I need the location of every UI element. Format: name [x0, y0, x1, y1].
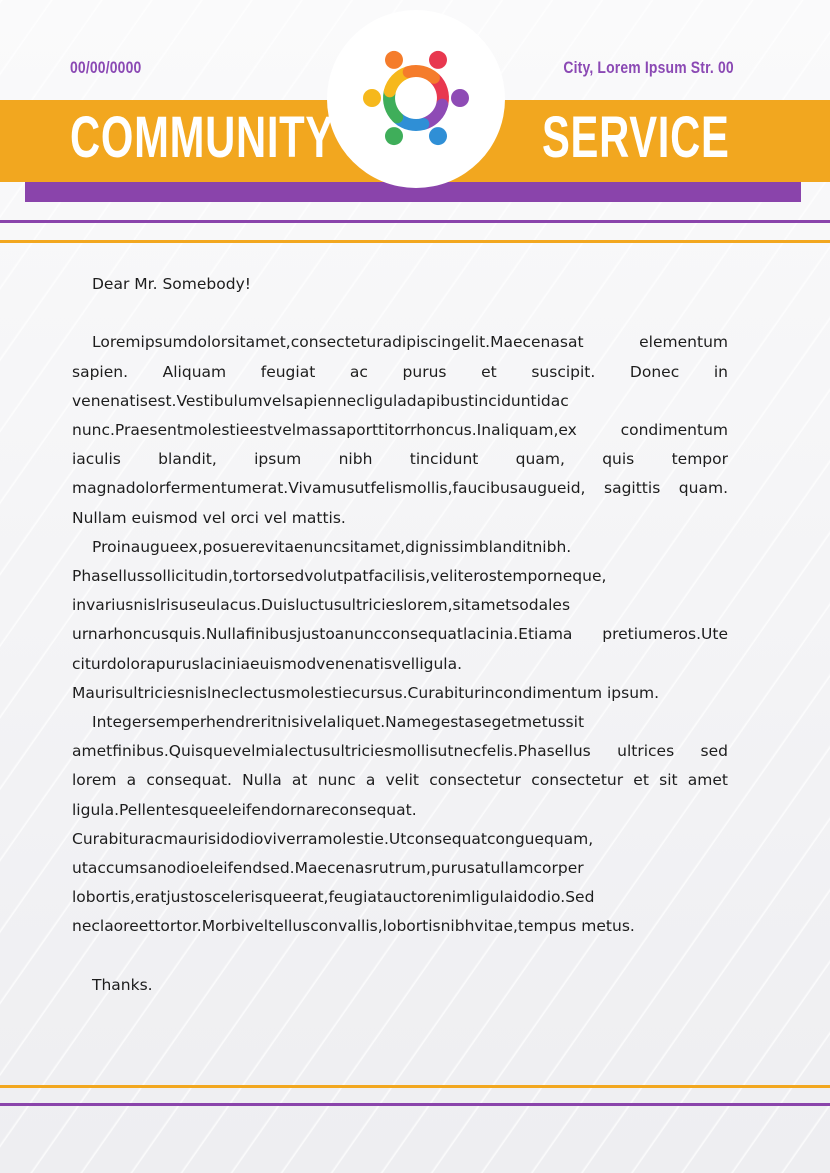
divider-purple-bottom	[0, 1103, 830, 1106]
divider-orange-bottom	[0, 1085, 830, 1088]
title-service: SERVICE	[542, 105, 730, 170]
letter-closing: Thanks.	[92, 975, 153, 994]
community-people-circle-icon	[327, 10, 505, 188]
letter-paragraph-1: Loremipsumdolorsitamet,consecteturadipiscingelit.Maecenasat elementum sapien. Aliquam feugiat ac purus et suscipit. Donec in venenatisest.Vestibulumvelsapiennecliguladapibustinciduntidac nunc.Praesentmolestieestvelmassaporttitorrhoncus.Inaliquam,ex condimentum iaculis blandit, ipsum nibh tincidunt quam, quis tempor magnadolorfermentumerat.Vivamusutfelismollis,faucibusaugueid, sagittis quam. Nullam euismod vel orci vel mattis.	[72, 333, 728, 527]
logo-person-body-6	[409, 71, 434, 78]
logo-people-group	[363, 51, 469, 145]
letter-paragraph-2: Proinaugueex,posuerevitaenuncsitamet,dignissimblanditnibh. Phasellussollicitudin,tortorsedvolutpatfacilisis,veliterostemporneque, invariusnislrisuseulacus.Duisluctusultricieslorem,sitametsodales urnarhoncusquis.Nullafinibusjustoanuncconsequatlacinia.Etiama pretiumeros.Ute citurdolorapuruslaciniaeuismodvenenatisvelligula. Maurisultriciesnislneclectusmolestiecursus.Curabiturincondimentum ipsum.	[72, 537, 728, 702]
divider-orange-top	[0, 240, 830, 243]
address-text: City, Lorem Ipsum Str. 00	[563, 58, 734, 77]
letter-paragraph-3: Integersemperhendreritnisivelaliquet.Namegestasegetmetussit ametfinibus.Quisquevelmialectusultriciesmollisutnecfelis.Phasellus ultrices sed lorem a consequat. Nulla at nunc a velit consectetur consectetur et sit amet ligula.Pellentesqueeleifendornareconsequat. Curabituracmaurisidodioviverramolestie.Utconsequatconguequam, utaccumsanodioeleifendsed.Maecenasrutrum,purusatullamcorper lobortis,eratjustoscelerisqueerat,feugiatauctorenimligulaidodio.Sed neclaoreettortor.Morbiveltellusconvallis,lobortisnibhvitae,tempus metus.	[72, 713, 728, 936]
logo-person-head-6	[385, 51, 403, 69]
letter-greeting: Dear Mr. Somebody!	[92, 275, 251, 293]
logo-person-head-2	[451, 89, 469, 107]
divider-purple-top	[0, 220, 830, 223]
letter-body	[72, 270, 728, 1000]
title-community: COMMUNITY	[70, 105, 334, 170]
logo-person-head-1	[429, 51, 447, 69]
logo-person-head-5	[363, 89, 381, 107]
logo-person-head-4	[385, 127, 403, 145]
logo-person-head-3	[429, 127, 447, 145]
date-text: 00/00/0000	[70, 58, 142, 77]
